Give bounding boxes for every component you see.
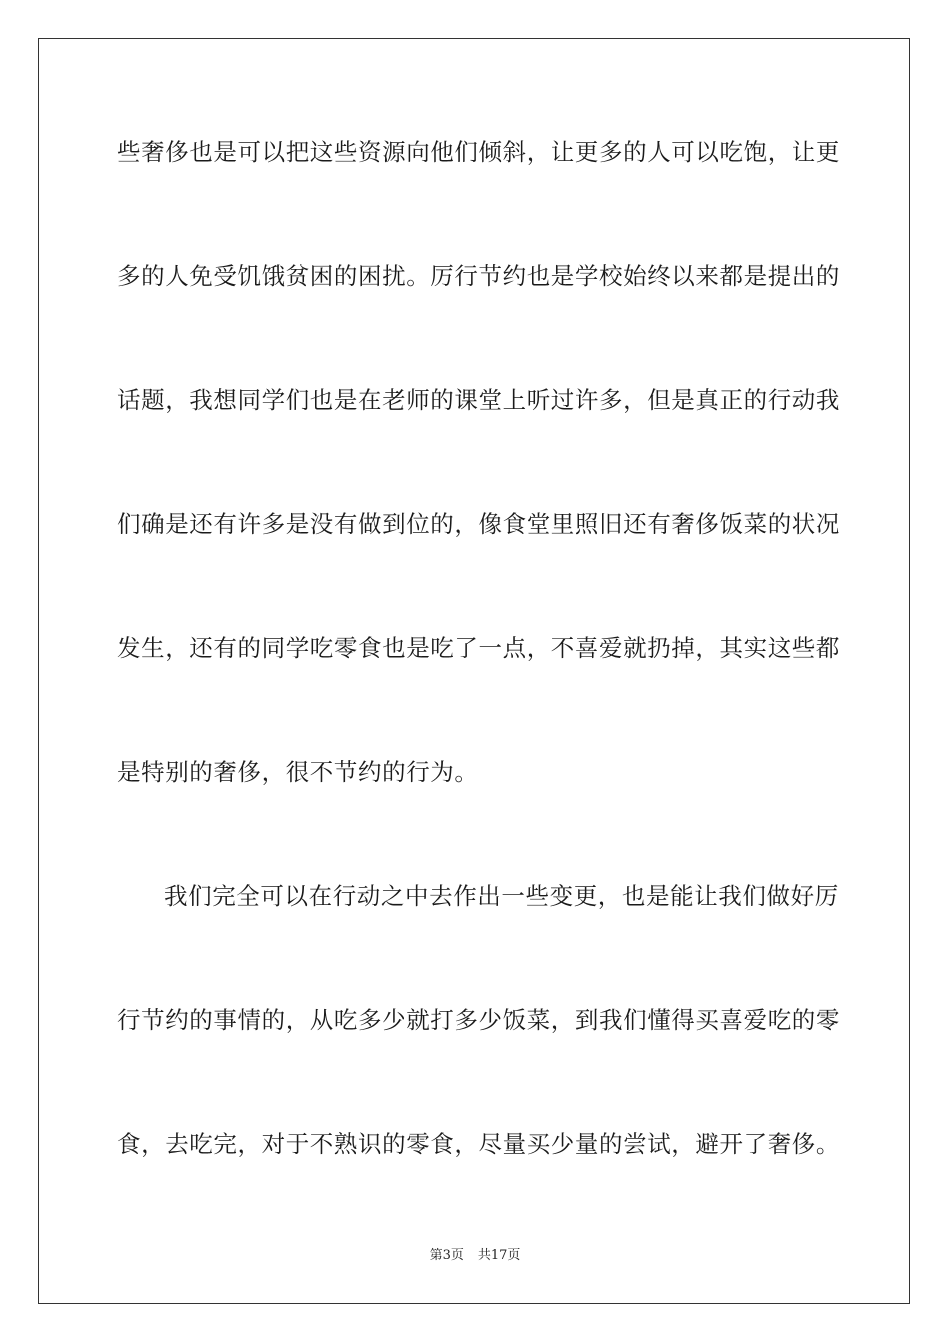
text-line: 行节约的事情的，从吃多少就打多少饭菜，到我们懂得买喜爱吃的零 [117, 1006, 840, 1034]
page-number: 第3页 [429, 1248, 464, 1263]
text-line: 食，去吃完，对于不熟识的零食，尽量买少量的尝试，避开了奢侈。 [117, 1130, 840, 1158]
page-footer [0, 1247, 950, 1265]
text-line: 些奢侈也是可以把这些资源向他们倾斜，让更多的人可以吃饱，让更 [117, 138, 840, 166]
text-line: 们确是还有许多是没有做到位的，像食堂里照旧还有奢侈饭菜的状况 [117, 510, 840, 538]
page-total: 共17页 [477, 1248, 521, 1263]
text-line: 话题，我想同学们也是在老师的课堂上听过许多，但是真正的行动我 [117, 386, 840, 414]
page-border [38, 38, 910, 1304]
text-line: 是特别的奢侈，很不节约的行为。 [117, 758, 479, 786]
text-line: 多的人免受饥饿贫困的困扰。厉行节约也是学校始终以来都是提出的 [117, 262, 840, 290]
text-line: 发生，还有的同学吃零食也是吃了一点，不喜爱就扔掉，其实这些都 [117, 634, 840, 662]
text-line-indented: 我们完全可以在行动之中去作出一些变更，也是能让我们做好厉 [164, 882, 839, 910]
